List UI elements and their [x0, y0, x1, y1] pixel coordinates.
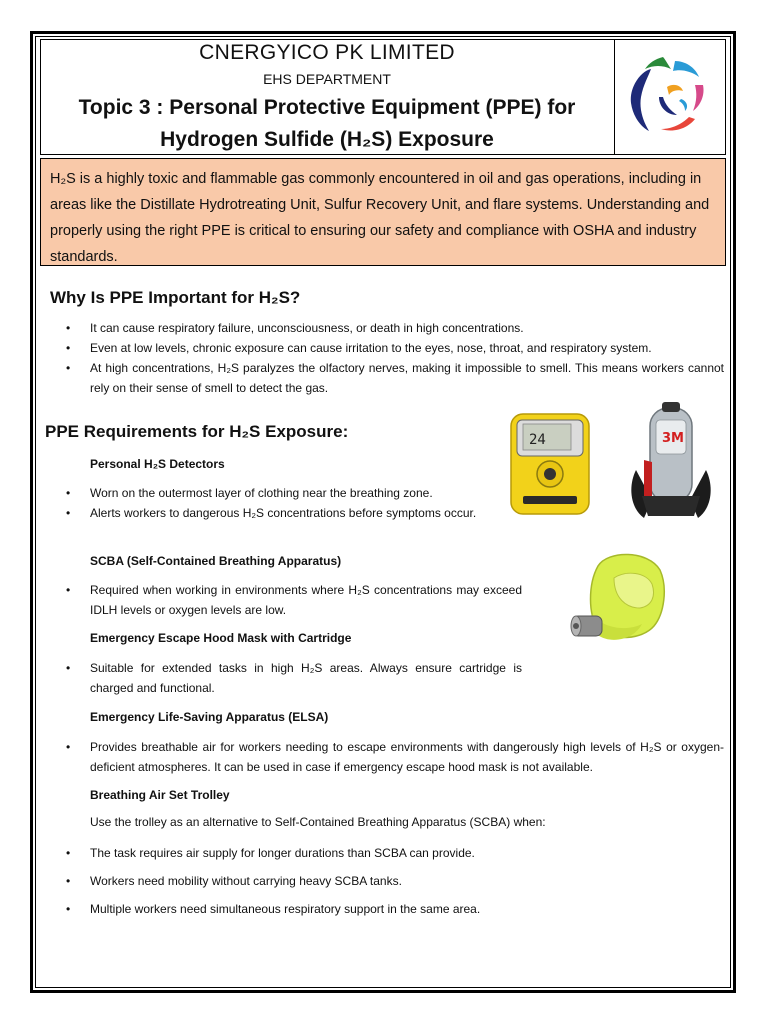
elsa-bullet-list	[62, 737, 724, 777]
list-item: • Suitable for extended tasks in high H₂S areas. Always ensure cartridge is charged and functional.	[62, 658, 522, 698]
list-item: • Even at low levels, chronic exposure can cause irritation to the eyes, nose, throat, and respiratory system.	[62, 338, 724, 358]
list-item: • It can cause respiratory failure, unconsciousness, or death in high concentrations.	[62, 318, 724, 338]
why-bullet-list	[62, 318, 724, 398]
detectors-title: Personal H₂S Detectors	[90, 457, 225, 471]
list-item: • Provides breathable air for workers needing to escape environments with dangerously high levels of H₂S or oxygen-deficient atmospheres. It can be used in case if emergency escape hood mask is not available.	[62, 737, 724, 777]
list-item: • Worn on the outermost layer of clothing near the breathing zone.	[62, 483, 512, 503]
gas-detector-image	[505, 410, 595, 518]
list-item: • The task requires air supply for longer durations than SCBA can provide.	[62, 843, 724, 863]
trolley-title: Breathing Air Set Trolley	[90, 788, 230, 802]
list-item: • Required when working in environments where H₂S concentrations may exceed IDLH levels or oxygen levels are low.	[62, 580, 522, 620]
scba-image	[622, 400, 720, 524]
scba-title: SCBA (Self-Contained Breathing Apparatus)	[90, 554, 342, 568]
list-item: • Workers need mobility without carrying heavy SCBA tanks.	[62, 871, 724, 891]
detectors-bullet-list	[62, 483, 512, 523]
intro-callout	[40, 158, 726, 266]
list-item: • Multiple workers need simultaneous respiratory support in the same area.	[62, 899, 724, 919]
swirl-logo-icon	[615, 39, 725, 153]
requirements-heading: PPE Requirements for H₂S Exposure:	[45, 422, 349, 441]
company-name: CNERGYICO PK LIMITED	[199, 41, 455, 64]
escape-hood-image	[568, 548, 668, 660]
scba-brand: 3M	[662, 431, 684, 446]
department-name: EHS DEPARTMENT	[263, 71, 391, 87]
logo-cell	[614, 39, 726, 155]
intro-text: H₂S is a highly toxic and flammable gas commonly encountered in oil and gas operations, including in areas like the Distillate Hydrotreating Unit, Sulfur Recovery Unit, and flare systems. Understanding and properly using the right PPE is critical to ensuring our safety and compliance with OSHA and industry standards.	[50, 171, 710, 265]
elsa-title: Emergency Life-Saving Apparatus (ELSA)	[90, 710, 329, 724]
title-line-1: Topic 3 : Personal Protective Equipment (PPE) for	[78, 96, 576, 119]
document-title	[40, 92, 614, 156]
hood-title: Emergency Escape Hood Mask with Cartridge	[90, 631, 352, 645]
title-line-2: Hydrogen Sulfide (H₂S) Exposure	[160, 128, 494, 151]
scba-bullet-list	[62, 580, 522, 620]
detector-reading: 24	[529, 432, 546, 448]
trolley-bullet-list	[62, 843, 724, 919]
why-heading: Why Is PPE Important for H₂S?	[50, 288, 301, 307]
list-item: • At high concentrations, H₂S paralyzes the olfactory nerves, making it impossible to smell. This means workers cannot rely on their sense of smell to detect the gas.	[62, 358, 724, 398]
list-item: • Alerts workers to dangerous H₂S concentrations before symptoms occur.	[62, 503, 512, 523]
hood-bullet-list	[62, 658, 522, 698]
trolley-intro: Use the trolley as an alternative to Self-Contained Breathing Apparatus (SCBA) when:	[90, 815, 546, 829]
